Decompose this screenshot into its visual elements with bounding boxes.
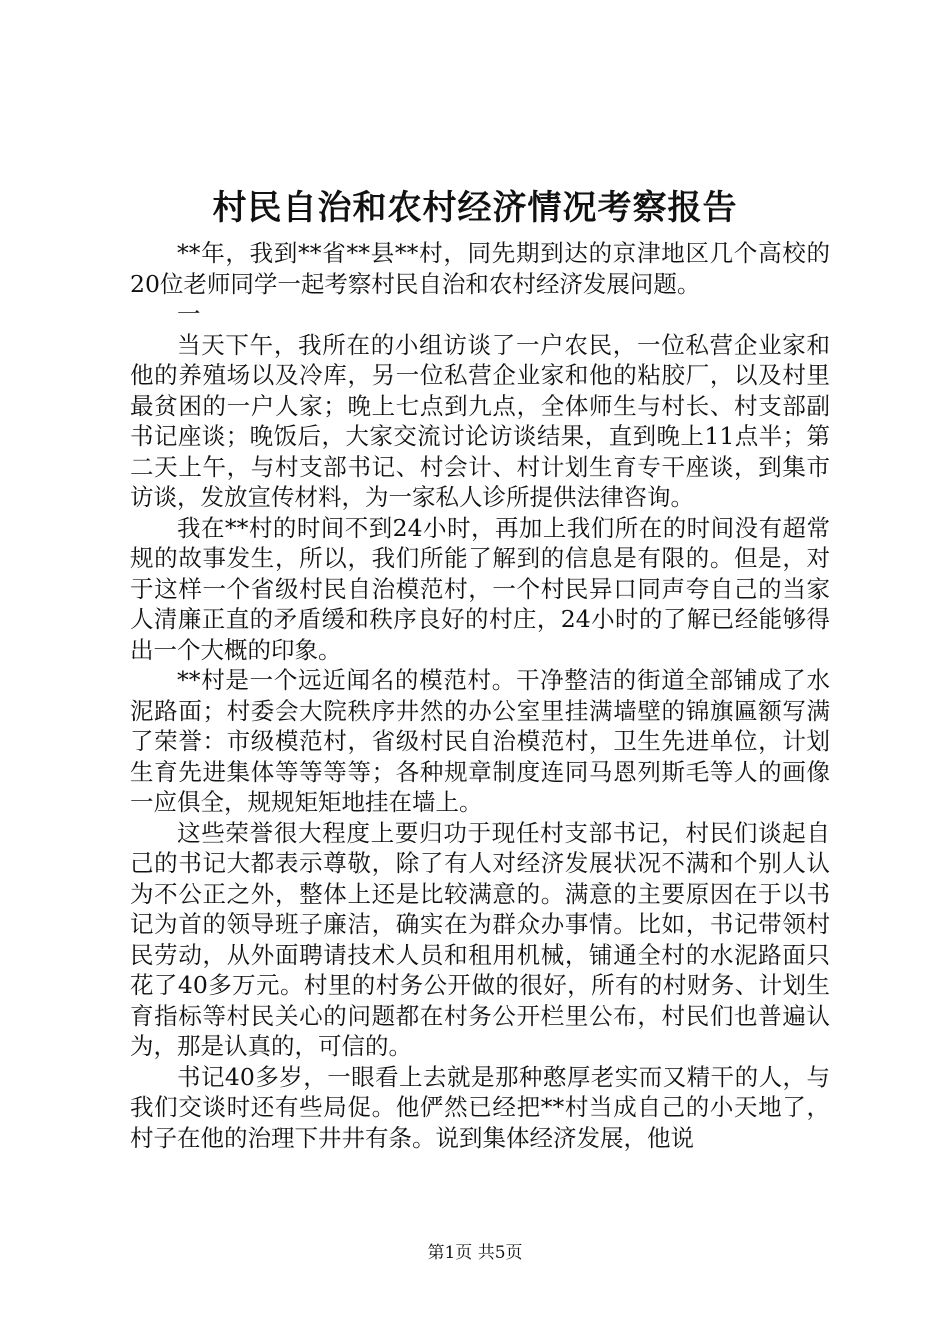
paragraph-intro: **年，我到**省**县**村，同先期到达的京津地区几个高校的20位老师同学一起考察村民自治和农村经济发展问题。: [130, 239, 830, 298]
page-indicator: 第1页 共5页: [427, 1243, 523, 1263]
paragraph-secretary: 书记40多岁，一眼看上去就是那种憨厚老实而又精干的人，与我们交谈时还有些局促。他俨然已经把**村当成自己的小天地了，村子在他的治理下井井有条。说到集体经济发展，他说: [130, 1062, 830, 1152]
paragraph-honors: 这些荣誉很大程度上要归功于现任村支部书记，村民们谈起自己的书记大都表示尊敬，除了有人对经济发展状况不满和个别人认为不公正之外，整体上还是比较满意的。满意的主要原因在于以书记为首的领导班子廉洁，确实在为群众办事情。比如，书记带领村民劳动，从外面聘请技术人员和租用机械，铺通全村的水泥路面只花了40多万元。村里的村务公开做的很好，所有的村财务、计划生育指标等村民关心的问题都在村务公开栏里公布，村民们也普遍认为，那是认真的，可信的。: [130, 818, 830, 1060]
paragraph-model-village: **村是一个远近闻名的模范村。干净整洁的街道全部铺成了水泥路面；村委会大院秩序井然的办公室里挂满墙壁的锦旗匾额写满了荣誉：市级模范村，省级村民自治模范村，卫生先进单位，计划生育先进集体等等等等；各种规章制度连同马恩列斯毛等人的画像一应俱全，规规矩矩地挂在墙上。: [130, 666, 830, 816]
section-number: 一: [177, 300, 201, 328]
document-body: [130, 238, 830, 1153]
paragraph-time-limit: 我在**村的时间不到24小时，再加上我们所在的时间没有超常规的故事发生，所以，我们所能了解到的信息是有限的。但是，对于这样一个省级村民自治模范村，一个村民异口同声夸自己的当家人清廉正直的矛盾缓和秩序良好的村庄，24小时的了解已经能够得出一个大概的印象。: [130, 513, 830, 664]
page-footer: [0, 1242, 950, 1264]
document-title: 村民自治和农村经济情况考察报告: [212, 188, 738, 228]
paragraph-schedule: 当天下午，我所在的小组访谈了一户农民，一位私营企业家和他的养殖场以及冷库，另一位私营企业家和他的粘胶厂，以及村里最贫困的一户人家；晚上七点到九点，全体师生与村长、村支部副书记座谈；晚饭后，大家交流讨论访谈结果，直到晚上11点半；第二天上午，与村支部书记、村会计、村计划生育专干座谈，到集市访谈，发放宣传材料，为一家私人诊所提供法律咨询。: [130, 330, 830, 511]
